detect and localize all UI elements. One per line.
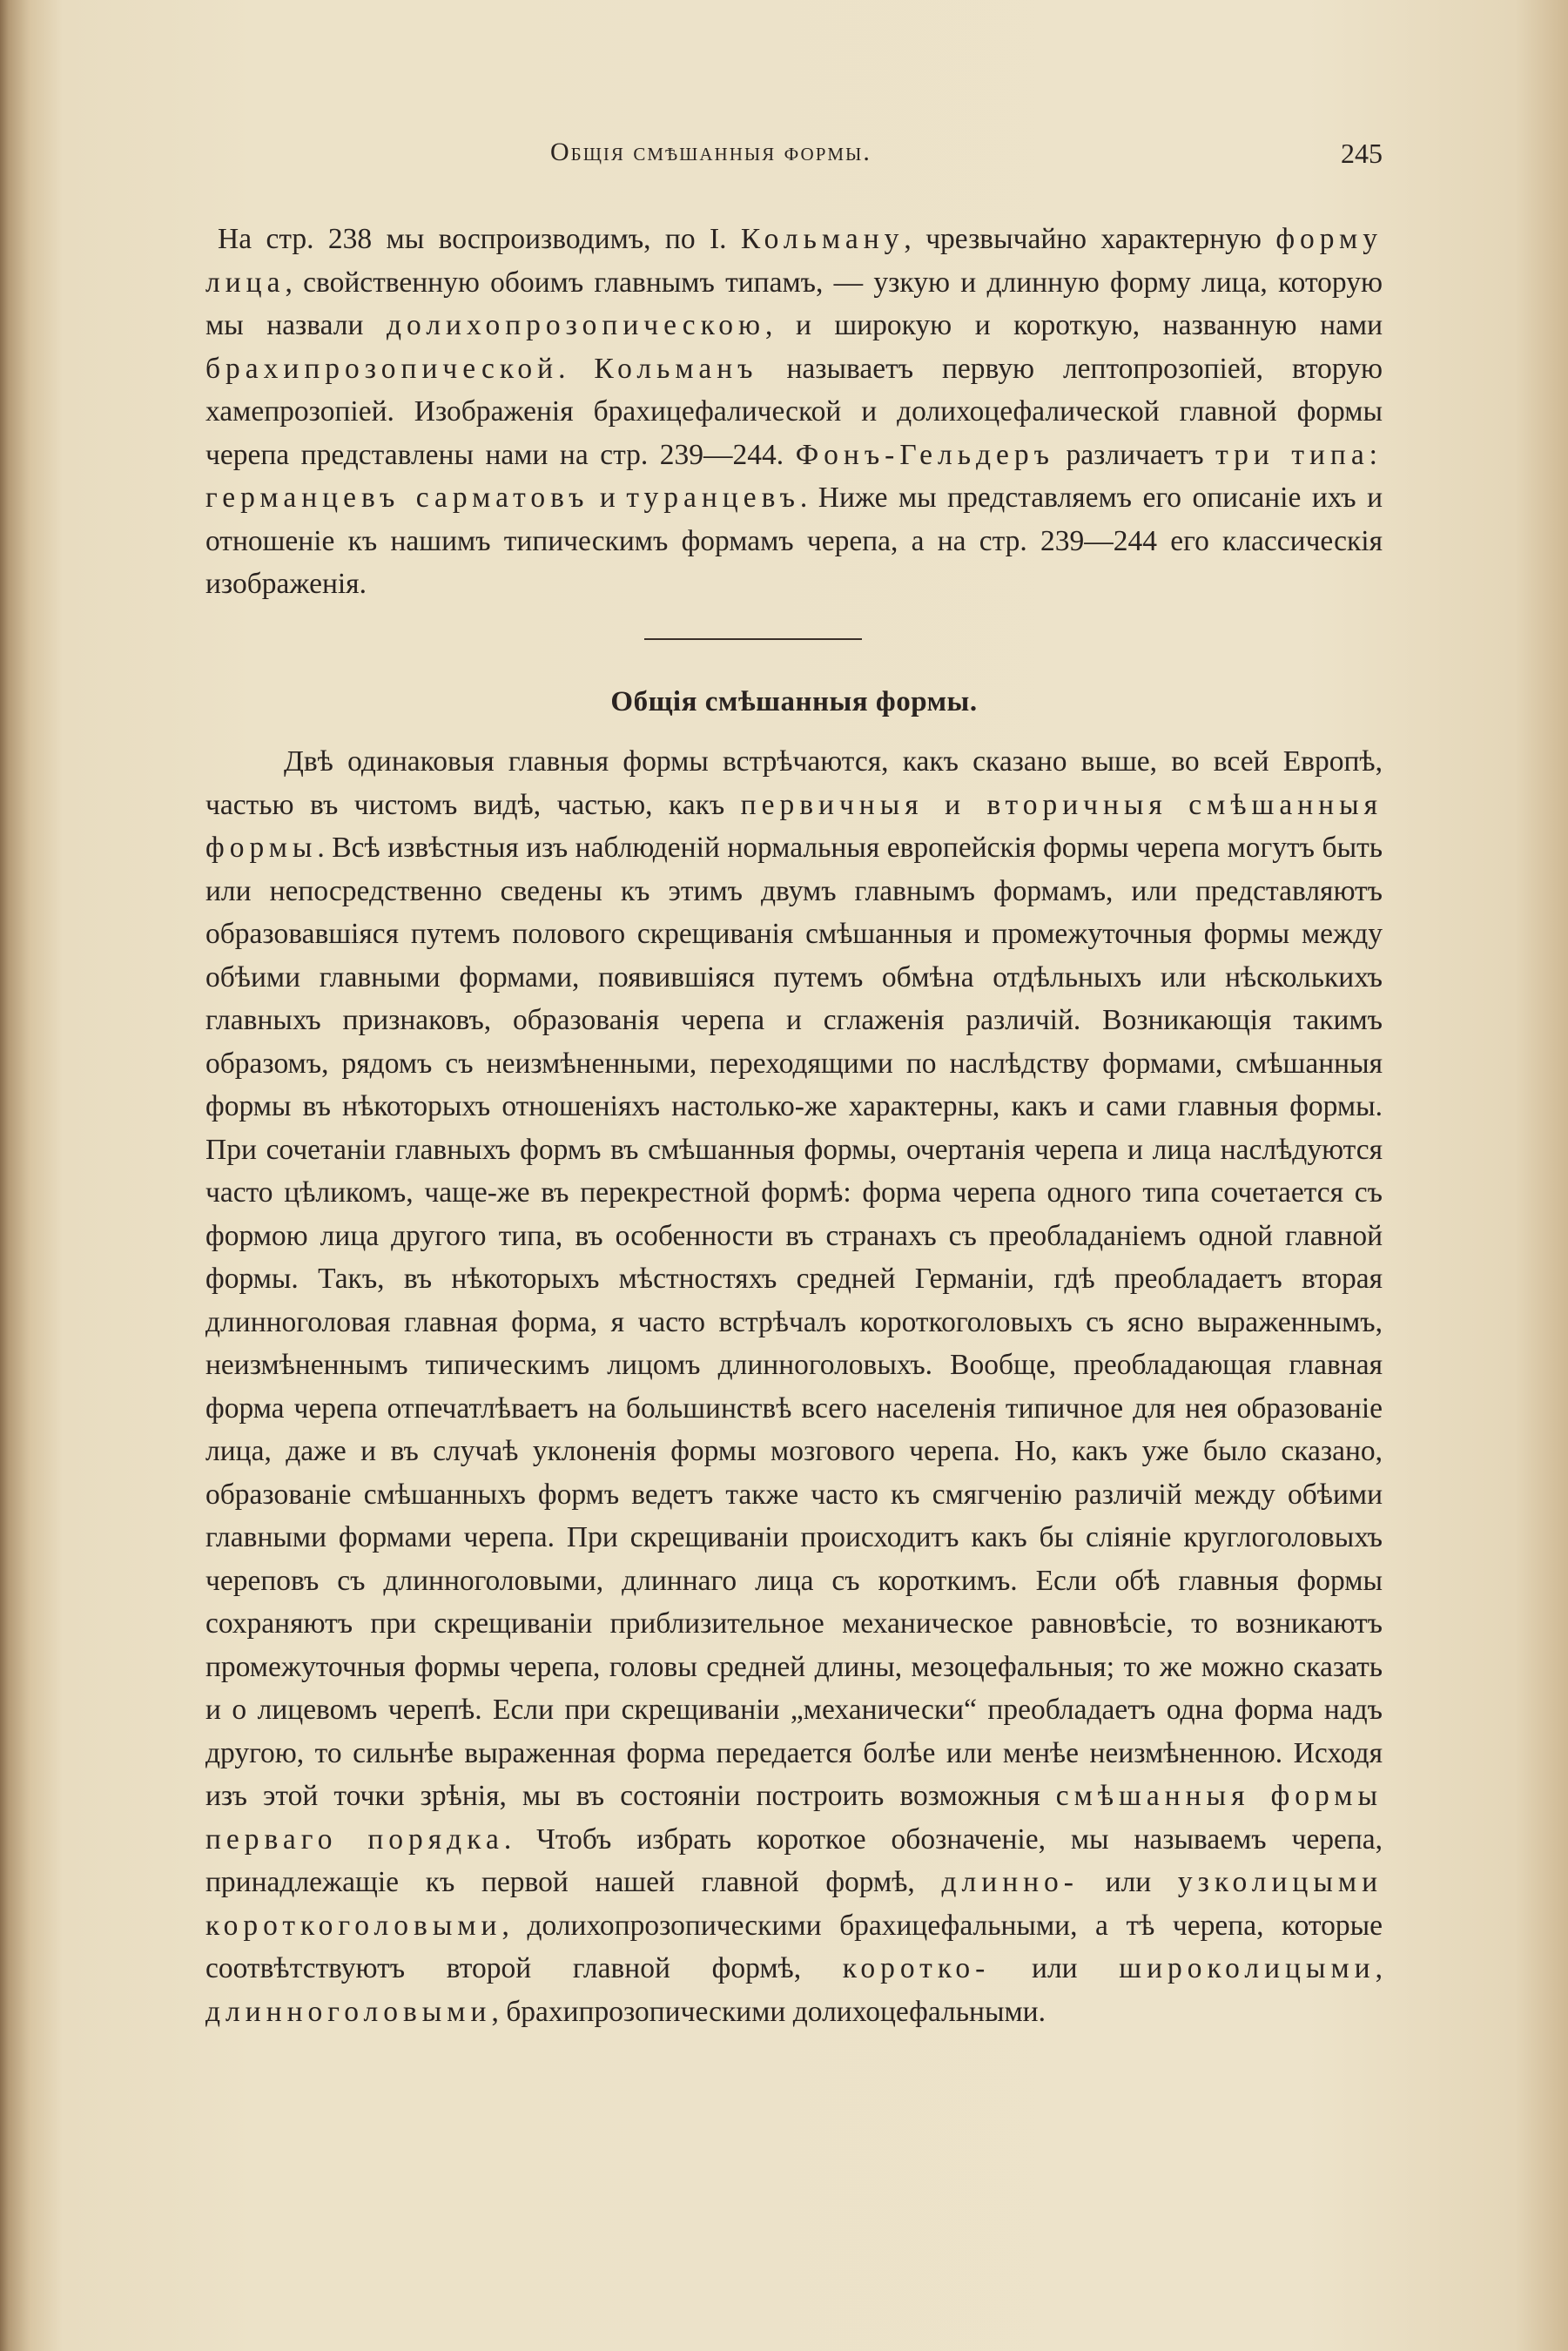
running-head: Общія смѣшанныя формы. <box>550 138 871 166</box>
spaced-name: Кольманъ <box>594 352 758 385</box>
spaced-term: первичныя и вторичныя смѣшанныя формы <box>205 788 1383 864</box>
intro-text: , свойственную обоимъ главнымъ типамъ, — узкую и длинную форму лица, которую мы назвали <box>205 266 1383 341</box>
main-text: , брахипрозопическими долихоцефальными. <box>491 1995 1046 2028</box>
page-number: 245 <box>1341 138 1383 169</box>
spaced-term: долихопрозопическою <box>386 309 766 341</box>
intro-text: На стр. 238 мы воспроизводимъ, по I. <box>218 223 741 255</box>
spaced-term: узколицыми короткоголовыми <box>205 1866 1383 1942</box>
spaced-term: коротко- <box>842 1952 991 1984</box>
spaced-term: форму лица <box>205 223 1383 299</box>
main-text: или <box>990 1952 1120 1984</box>
main-text: Двѣ одинаковыя главныя формы встрѣчаются, какъ сказано выше, во всей Европѣ, частью въ чистомъ видѣ, частью, какъ <box>205 745 1383 821</box>
spaced-name: Фонъ-Гельдеръ <box>795 438 1054 471</box>
main-text: , долихопрозопическими брахицефальными, а тѣ черепа, которые соотвѣтствуютъ второй главной формѣ, <box>205 1909 1383 1984</box>
main-text: , <box>1375 1952 1383 1984</box>
spaced-term: длинно- <box>941 1866 1079 1898</box>
section-divider <box>644 638 862 640</box>
section-title: Общiя смѣшанныя формы. <box>610 686 978 717</box>
spaced-term: туранцевъ <box>626 482 800 514</box>
main-text: . Чтобъ избрать короткое обозначенiе, мы называемъ черепа, принадлежащiе къ первой нашей главной формѣ, <box>205 1822 1383 1898</box>
spaced-term: три типа: германцевъ сарматовъ <box>205 438 1383 514</box>
main-paragraph <box>205 740 1383 2033</box>
intro-text: . Ниже мы представляемъ его описанiе ихъ и отношенiе къ нашимъ типическимъ формамъ черепа, а на стр. 239—244 его классическiя изображенiя. <box>205 482 1383 600</box>
main-text: . Всѣ извѣстныя изъ наблюденiй нормальныя европейскiя формы черепа могутъ быть или непосредственно сведены къ этимъ двумъ главнымъ формамъ, или представляютъ образовавшiяся путемъ полового скрещиванiя смѣшанныя и промежуточныя формы между обѣими главными формами, появившiяся путемъ обмѣна отдѣльныхъ или нѣсколькихъ главныхъ признаковъ, образованiя черепа и сглаженiя различiй. Возникающiя такимъ образомъ, рядомъ съ неизмѣненными, переходящими по наслѣдству формами, смѣшанныя формы въ нѣкоторыхъ отношенiяхъ настолько-же характерны, какъ и сами главныя формы. При сочетанiи главныхъ формъ въ смѣшанныя формы, очертанiя черепа и лица наслѣдуются часто цѣликомъ, чаще-же въ перекрестной формѣ: форма черепа одного типа сочетается съ формою лица другого типа, въ особенности въ странахъ съ преобладанiемъ одной главной формы. Такъ, въ нѣкоторыхъ мѣстностяхъ средней Германiи, гдѣ преобладаетъ вторая длинноголовая главная форма, я часто встрѣчалъ короткоголовыхъ съ ясно выраженнымъ, неизмѣненнымъ типическимъ лицомъ длинноголовыхъ. Вообще, преобладающая главная форма черепа отпечатлѣваетъ на большинствѣ всего населенiя типичное для нея образованiе лица, даже и въ случаѣ уклоненiя формы мозгового черепа. Но, какъ уже было сказано, образованiе смѣшанныхъ формъ ведетъ также часто къ смягченiю различiй между обѣими главными формами черепа. При скрещиванiи происходитъ какъ бы слiянiе круглоголовыхъ череповъ съ длинноголовыми, длиннаго лица съ короткимъ. Если обѣ главныя формы сохраняютъ при скрещиванiи приблизительное механическое равновѣсiе, то возникаютъ промежуточныя формы черепа, головы средней длины, мезоцефальныя; то же можно сказать и о лицевомъ черепѣ. Если при скрещиванiи „механически“ преобладаетъ одна форма надъ другою, то сильнѣе выраженная форма передается болѣе или менѣе неизмѣненною. Исходя изъ этой точки зрѣнiя, мы въ состоянiи построить возможныя <box>205 832 1383 1812</box>
main-text: или <box>1078 1866 1178 1898</box>
spaced-term: широколицыми <box>1119 1952 1376 1984</box>
spaced-term: длинноголовыми <box>205 1995 492 2028</box>
intro-paragraph <box>205 218 1383 606</box>
intro-paragraph-block <box>205 218 1383 606</box>
intro-text: называетъ первую лептопрозопiей, вторую хамепрозопiей. Изображенiя брахицефалической и долихоцефалической главной формы черепа представлены нами на стр. 239—244. <box>205 352 1383 471</box>
intro-text: , и широкую и короткую, названную нами <box>765 309 1383 341</box>
page-header <box>205 138 1383 176</box>
spaced-term: смѣшанныя формы перваго порядка <box>205 1780 1383 1856</box>
intro-text: . <box>558 352 595 385</box>
spaced-name: Кольману <box>740 223 905 255</box>
main-paragraph-block <box>205 740 1383 2033</box>
intro-text: различаетъ <box>1054 438 1216 471</box>
spaced-term: брахипрозопической <box>205 352 559 385</box>
intro-text: и <box>589 482 627 514</box>
intro-text: , чрезвычайно характерную <box>904 223 1276 255</box>
